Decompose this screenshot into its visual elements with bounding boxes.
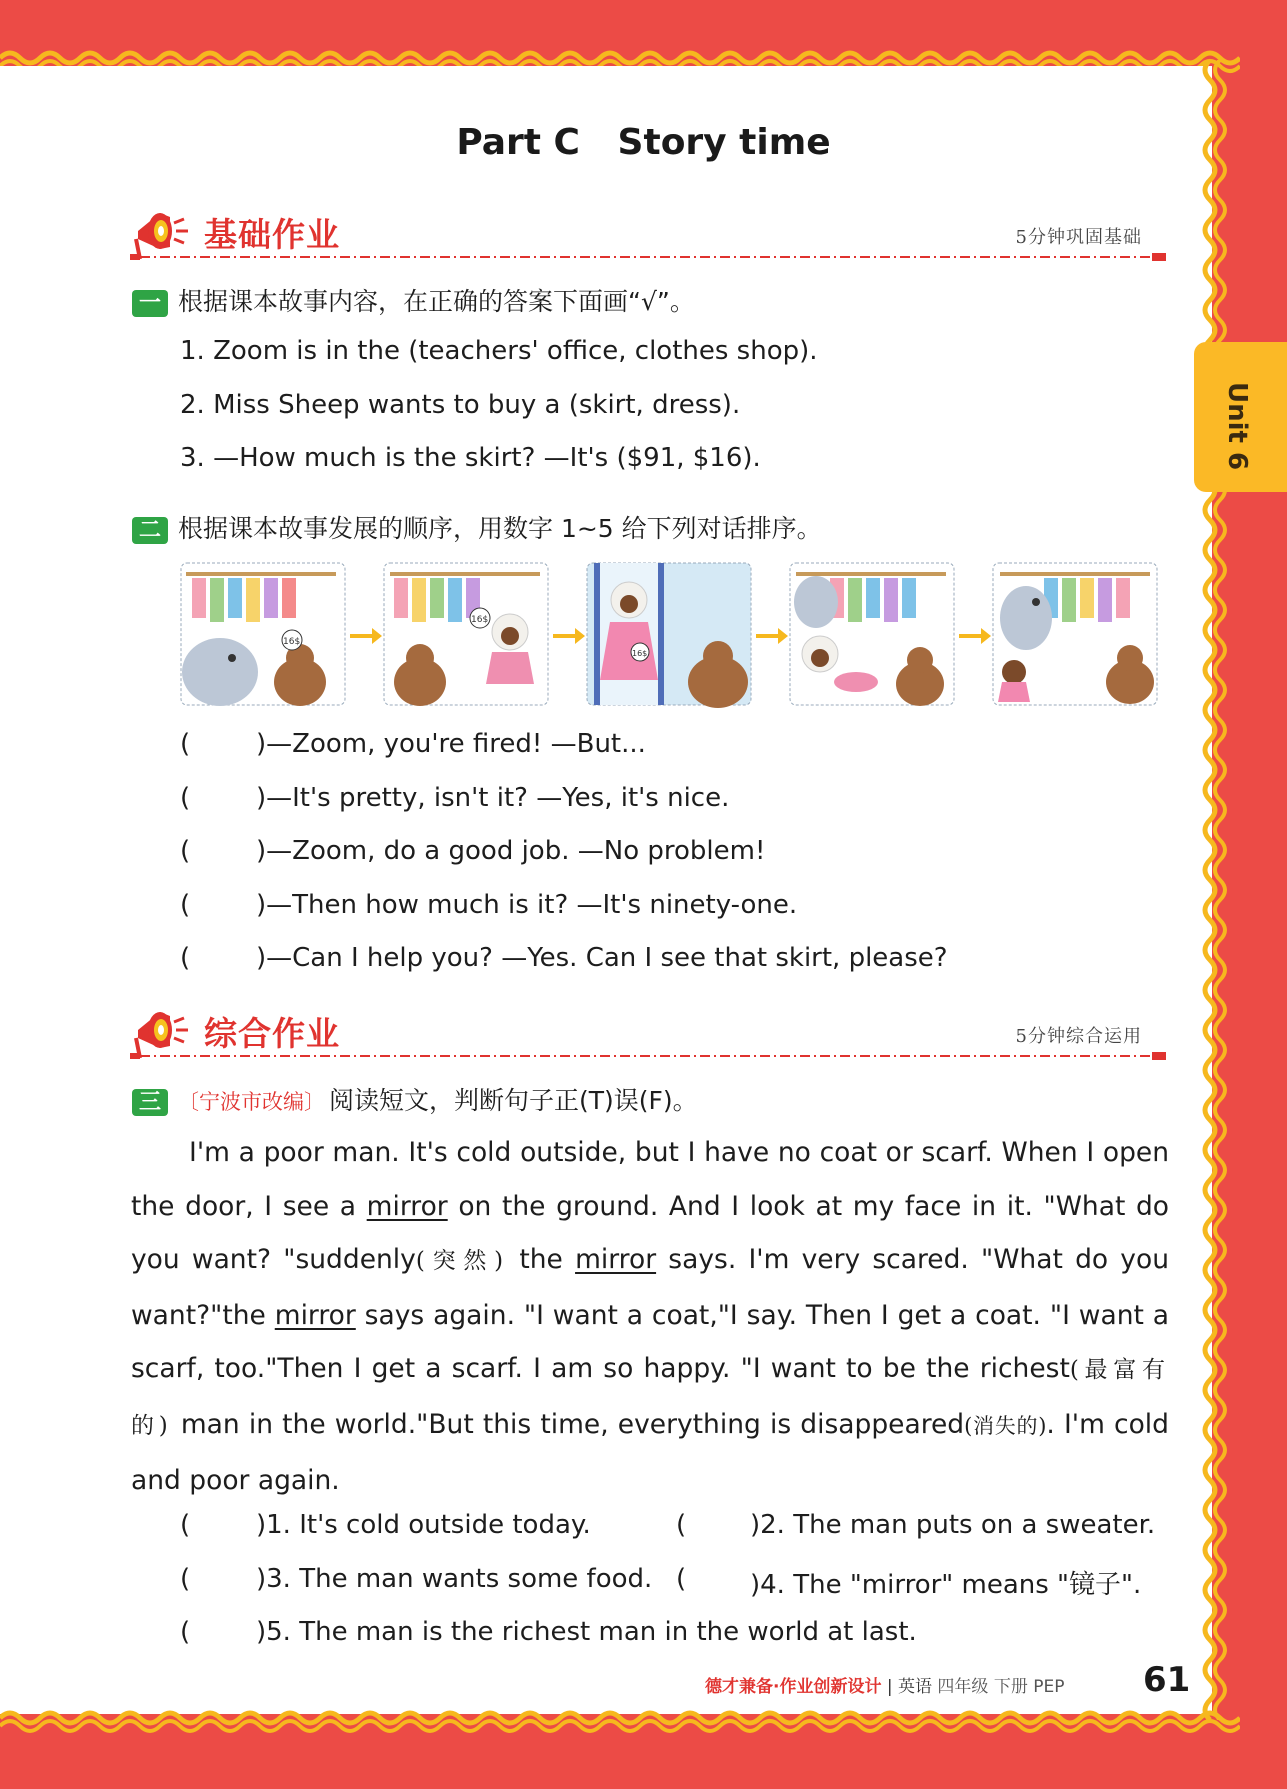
q3-item-1: )1. It's cold outside today. (256, 1510, 591, 1540)
q2-item-4: )—Then how much is it? —It's ninety-one. (256, 890, 798, 920)
answer-blank[interactable]: ( (180, 729, 191, 759)
price-tag-3: 16$ (632, 649, 648, 658)
q3-item-3: )3. The man wants some food. (256, 1564, 653, 1594)
underlined-word: mirror (366, 1190, 448, 1222)
story-panel-2 (384, 563, 548, 706)
answer-blank[interactable]: ( (180, 943, 191, 973)
unit-tab-label: Unit 6 (1222, 382, 1252, 471)
gloss-note: (消失的) (964, 1413, 1047, 1438)
story-panel-1 (181, 563, 345, 706)
story-panel-3 (587, 563, 751, 708)
story-panel-5 (993, 563, 1157, 705)
source-tag: 〔宁波市改编〕 (178, 1090, 325, 1114)
question-2-heading (132, 509, 822, 545)
wavy-border-bottom (0, 1706, 1240, 1746)
page-title: Part C Story time (456, 122, 831, 163)
page-footer (705, 1672, 1064, 1697)
section-note: 5分钟巩固基础 (1015, 227, 1142, 248)
underlined-word: mirror (274, 1299, 356, 1331)
q2-item-3: )—Zoom, do a good job. —No problem! (256, 836, 766, 866)
section-label: 综合作业 (204, 1014, 340, 1053)
answer-blank[interactable]: ( (180, 1564, 191, 1594)
section-label: 基础作业 (204, 215, 340, 254)
price-tag-1: 16$ (283, 637, 301, 647)
answer-blank[interactable]: ( (180, 1617, 191, 1647)
q3-item-4: )4. The "mirror" means "镜子". (750, 1570, 1142, 1600)
q2-item-1: )—Zoom, you're fired! —But... (256, 729, 646, 759)
section-header-comprehensive (130, 1004, 1170, 1060)
reading-passage: I'm a poor man. It's cold outside, but I have no coat or scarf. When I open the door, I see a mirror on the ground. And I look at my face in it. "What do you want? "suddenly(突然) the mirror says. I'm very scared. "What do you want?"the mirror says again. "I want a coat,"I say. Then I get a coat. "I want a scarf, too."Then I get a scarf. I am so happy. "I want to be the richest(最富有的) man in the world."But this time, everything is disappeared(消失的). I'm cold and poor again. (131, 1137, 1170, 1496)
page-number: 61 (1143, 1660, 1191, 1700)
q3-item-2: )2. The man puts on a sweater. (750, 1510, 1156, 1540)
question-3-heading (132, 1081, 698, 1117)
q2-item-5: )—Can I help you? —Yes. Can I see that skirt, please? (256, 943, 948, 973)
story-picture-strip (180, 562, 1166, 708)
question-1-heading (132, 282, 695, 318)
footer-grade: 四年级 下册 PEP (937, 1677, 1065, 1697)
section-header-basic (130, 205, 1170, 261)
answer-blank[interactable]: ( (676, 1510, 687, 1540)
price-tag-2: 16$ (471, 615, 489, 625)
underlined-word: mirror (575, 1244, 657, 1276)
wavy-border-right (1198, 60, 1238, 1720)
question-instruction: 阅读短文，判断句子正(T)误(F)。 (329, 1086, 698, 1115)
answer-blank[interactable]: ( (180, 783, 191, 813)
footer-separator: | (886, 1677, 893, 1697)
gloss-note: (突然) (415, 1248, 508, 1275)
question-instruction: 根据课本故事内容，在正确的答案下面画“√”。 (178, 287, 695, 316)
answer-blank[interactable]: ( (180, 836, 191, 866)
footer-brand: 德才兼备·作业创新设计 (705, 1677, 882, 1697)
q1-item-1: 1. Zoom is in the (teachers' office, clothes shop). (180, 336, 818, 366)
q1-item-2: 2. Miss Sheep wants to buy a (skirt, dress). (180, 390, 741, 420)
q2-item-2: )—It's pretty, isn't it? —Yes, it's nice. (256, 783, 730, 813)
question-number-badge: 二 (132, 517, 168, 544)
unit-tab (1194, 342, 1287, 492)
answer-blank[interactable]: ( (180, 890, 191, 920)
q1-item-3: 3. —How much is the skirt? —It's ($91, $16). (180, 443, 761, 473)
question-number-badge: 一 (132, 290, 168, 317)
q3-item-5: )5. The man is the richest man in the world at last. (256, 1617, 917, 1647)
answer-blank[interactable]: ( (676, 1564, 687, 1594)
question-instruction: 根据课本故事发展的顺序，用数字 1~5 给下列对话排序。 (178, 514, 822, 543)
gloss-note: (最富有的) (131, 1357, 1170, 1439)
footer-subject: 英语 (898, 1677, 933, 1697)
story-panel-4 (790, 563, 954, 706)
section-divider (130, 1050, 1170, 1060)
answer-blank[interactable]: ( (180, 1510, 191, 1540)
question-number-badge: 三 (132, 1089, 168, 1116)
section-divider (130, 251, 1170, 261)
section-note: 5分钟综合运用 (1015, 1026, 1142, 1047)
